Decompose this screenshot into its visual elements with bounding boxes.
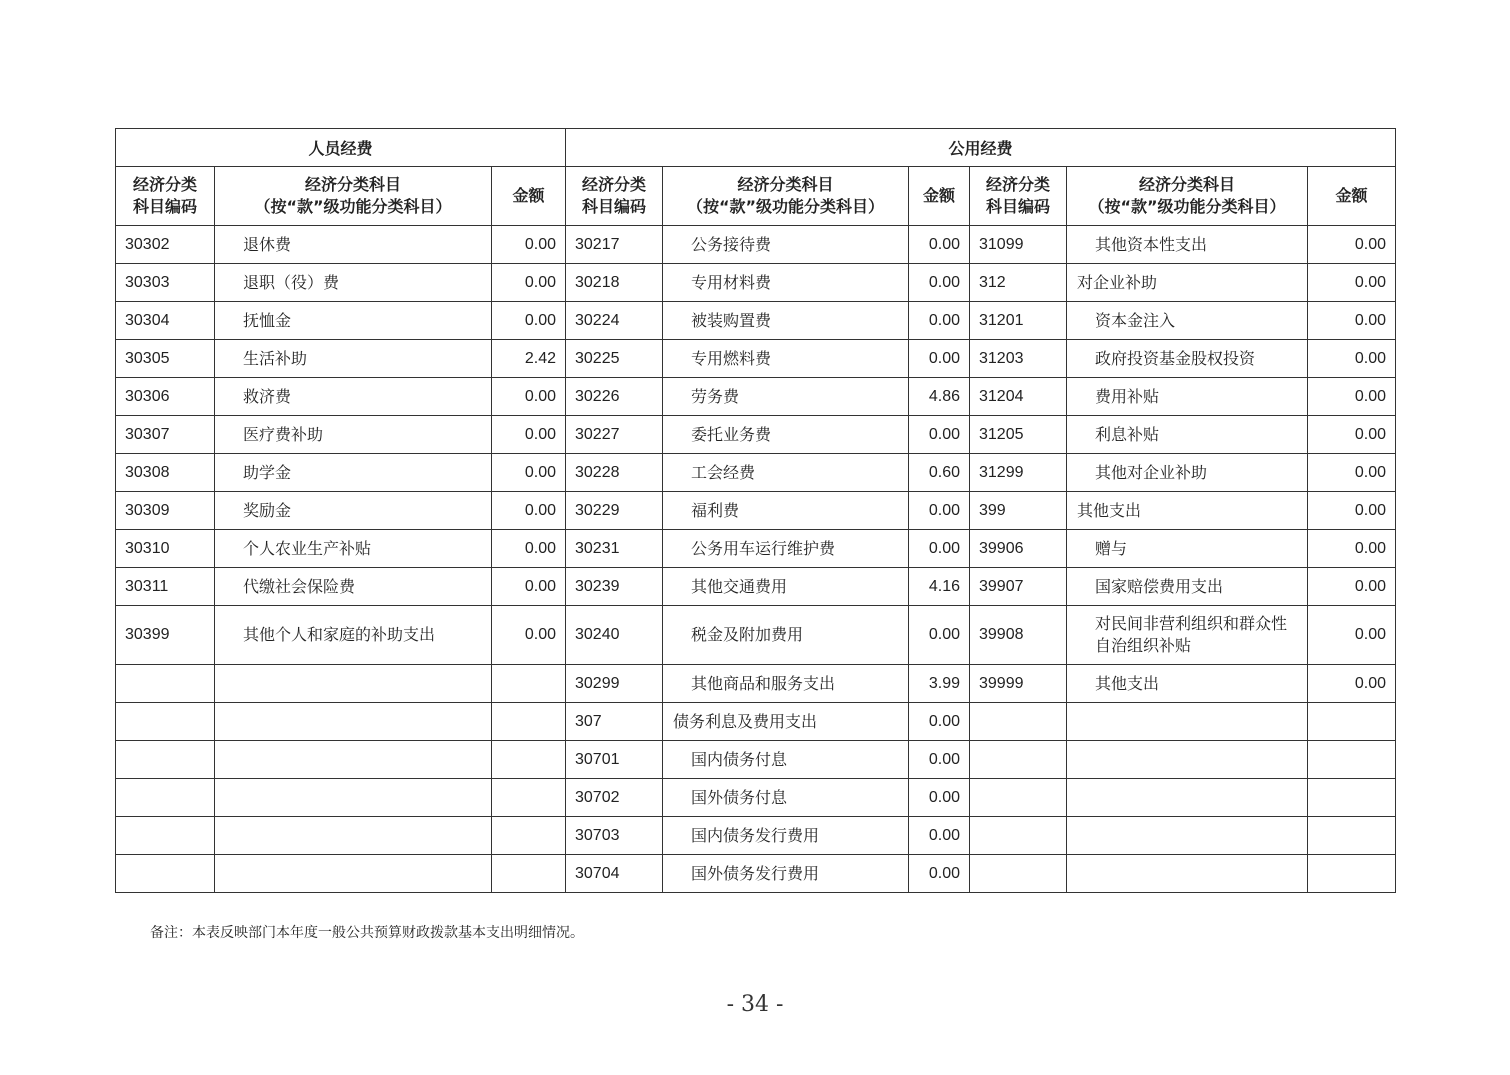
personnel-amount-cell: 0.00 bbox=[492, 530, 566, 568]
table-row bbox=[116, 606, 1396, 665]
public-a-code-cell: 30299 bbox=[566, 665, 663, 703]
public-a-amount-cell: 3.99 bbox=[909, 665, 970, 703]
public-b-code-cell: 31099 bbox=[970, 226, 1067, 264]
table-row bbox=[116, 779, 1396, 817]
personnel-subject-cell: 救济费 bbox=[215, 378, 492, 416]
public-b-subject-cell bbox=[1067, 855, 1308, 893]
personnel-amount-cell: 0.00 bbox=[492, 264, 566, 302]
public-a-subject-cell: 劳务费 bbox=[663, 378, 909, 416]
personnel-code-cell: 30310 bbox=[116, 530, 215, 568]
col-header-code: 经济分类 科目编码 bbox=[566, 167, 663, 226]
public-a-amount-cell: 4.16 bbox=[909, 568, 970, 606]
personnel-amount-cell bbox=[492, 703, 566, 741]
personnel-amount-cell bbox=[492, 665, 566, 703]
table-row bbox=[116, 530, 1396, 568]
table-row bbox=[116, 665, 1396, 703]
personnel-amount-cell: 0.00 bbox=[492, 606, 566, 665]
personnel-code-cell bbox=[116, 855, 215, 893]
public-b-code-cell: 31204 bbox=[970, 378, 1067, 416]
group-header-personnel: 人员经费 bbox=[116, 129, 566, 167]
public-b-subject-cell bbox=[1067, 817, 1308, 855]
table-row bbox=[116, 302, 1396, 340]
public-a-subject-cell: 国内债务付息 bbox=[663, 741, 909, 779]
public-b-amount-cell bbox=[1308, 779, 1396, 817]
personnel-subject-cell bbox=[215, 741, 492, 779]
public-b-subject-cell: 政府投资基金股权投资 bbox=[1067, 340, 1308, 378]
personnel-code-cell: 30305 bbox=[116, 340, 215, 378]
public-b-subject-cell bbox=[1067, 741, 1308, 779]
public-b-amount-cell: 0.00 bbox=[1308, 606, 1396, 665]
public-b-subject-cell: 国家赔偿费用支出 bbox=[1067, 568, 1308, 606]
group-header-public: 公用经费 bbox=[566, 129, 1396, 167]
personnel-subject-cell: 助学金 bbox=[215, 454, 492, 492]
public-a-code-cell: 30225 bbox=[566, 340, 663, 378]
public-a-subject-cell: 税金及附加费用 bbox=[663, 606, 909, 665]
personnel-subject-cell: 其他个人和家庭的补助支出 bbox=[215, 606, 492, 665]
public-a-subject-cell: 国外债务付息 bbox=[663, 779, 909, 817]
public-a-code-cell: 307 bbox=[566, 703, 663, 741]
table-row bbox=[116, 454, 1396, 492]
public-b-code-cell: 312 bbox=[970, 264, 1067, 302]
public-b-code-cell: 39999 bbox=[970, 665, 1067, 703]
personnel-amount-cell: 2.42 bbox=[492, 340, 566, 378]
public-a-subject-cell: 工会经费 bbox=[663, 454, 909, 492]
personnel-subject-cell: 退休费 bbox=[215, 226, 492, 264]
table-row bbox=[116, 568, 1396, 606]
personnel-subject-cell bbox=[215, 817, 492, 855]
public-a-code-cell: 30217 bbox=[566, 226, 663, 264]
public-b-code-cell bbox=[970, 779, 1067, 817]
personnel-amount-cell: 0.00 bbox=[492, 416, 566, 454]
personnel-subject-cell bbox=[215, 703, 492, 741]
personnel-code-cell: 30304 bbox=[116, 302, 215, 340]
personnel-amount-cell bbox=[492, 779, 566, 817]
personnel-amount-cell: 0.00 bbox=[492, 492, 566, 530]
public-b-code-cell bbox=[970, 817, 1067, 855]
public-a-subject-cell: 专用燃料费 bbox=[663, 340, 909, 378]
public-b-amount-cell: 0.00 bbox=[1308, 264, 1396, 302]
col-header-code: 经济分类 科目编码 bbox=[116, 167, 215, 226]
personnel-subject-cell: 奖励金 bbox=[215, 492, 492, 530]
table-row bbox=[116, 741, 1396, 779]
public-a-subject-cell: 其他商品和服务支出 bbox=[663, 665, 909, 703]
public-a-code-cell: 30231 bbox=[566, 530, 663, 568]
public-a-amount-cell: 0.00 bbox=[909, 340, 970, 378]
personnel-amount-cell bbox=[492, 741, 566, 779]
public-b-amount-cell bbox=[1308, 817, 1396, 855]
public-b-amount-cell bbox=[1308, 703, 1396, 741]
public-b-subject-cell: 对企业补助 bbox=[1067, 264, 1308, 302]
public-b-subject-cell: 其他支出 bbox=[1067, 665, 1308, 703]
public-a-amount-cell: 4.86 bbox=[909, 378, 970, 416]
col-header-amount: 金额 bbox=[492, 167, 566, 226]
public-b-amount-cell: 0.00 bbox=[1308, 302, 1396, 340]
personnel-code-cell bbox=[116, 703, 215, 741]
public-a-code-cell: 30224 bbox=[566, 302, 663, 340]
personnel-subject-cell bbox=[215, 779, 492, 817]
personnel-code-cell: 30311 bbox=[116, 568, 215, 606]
table-note: 备注：本表反映部门本年度一般公共预算财政拨款基本支出明细情况。 bbox=[150, 925, 584, 941]
personnel-code-cell: 30307 bbox=[116, 416, 215, 454]
personnel-code-cell bbox=[116, 665, 215, 703]
public-b-amount-cell: 0.00 bbox=[1308, 454, 1396, 492]
col-header-amount: 金额 bbox=[909, 167, 970, 226]
table-row bbox=[116, 378, 1396, 416]
public-b-code-cell bbox=[970, 703, 1067, 741]
public-b-subject-cell: 利息补贴 bbox=[1067, 416, 1308, 454]
public-b-amount-cell: 0.00 bbox=[1308, 665, 1396, 703]
col-header-subject: 经济分类科目 （按“款”级功能分类科目） bbox=[1067, 167, 1308, 226]
personnel-code-cell: 30399 bbox=[116, 606, 215, 665]
table-row bbox=[116, 817, 1396, 855]
public-a-amount-cell: 0.00 bbox=[909, 416, 970, 454]
personnel-subject-cell: 生活补助 bbox=[215, 340, 492, 378]
personnel-amount-cell: 0.00 bbox=[492, 568, 566, 606]
personnel-code-cell bbox=[116, 817, 215, 855]
public-b-amount-cell: 0.00 bbox=[1308, 378, 1396, 416]
public-b-amount-cell: 0.00 bbox=[1308, 340, 1396, 378]
public-a-code-cell: 30703 bbox=[566, 817, 663, 855]
public-b-subject-cell: 资本金注入 bbox=[1067, 302, 1308, 340]
public-a-amount-cell: 0.00 bbox=[909, 606, 970, 665]
public-b-code-cell: 399 bbox=[970, 492, 1067, 530]
public-b-code-cell: 31205 bbox=[970, 416, 1067, 454]
public-a-subject-cell: 公务用车运行维护费 bbox=[663, 530, 909, 568]
public-a-subject-cell: 国内债务发行费用 bbox=[663, 817, 909, 855]
public-b-subject-cell: 对民间非营利组织和群众性自治组织补贴 bbox=[1067, 606, 1308, 665]
personnel-subject-cell: 个人农业生产补贴 bbox=[215, 530, 492, 568]
expenditure-table bbox=[115, 128, 1396, 893]
public-b-amount-cell: 0.00 bbox=[1308, 530, 1396, 568]
public-a-subject-cell: 福利费 bbox=[663, 492, 909, 530]
public-a-subject-cell: 其他交通费用 bbox=[663, 568, 909, 606]
public-a-code-cell: 30701 bbox=[566, 741, 663, 779]
public-a-amount-cell: 0.00 bbox=[909, 703, 970, 741]
personnel-subject-cell: 抚恤金 bbox=[215, 302, 492, 340]
table-row bbox=[116, 226, 1396, 264]
col-header-subject: 经济分类科目 （按“款”级功能分类科目） bbox=[663, 167, 909, 226]
personnel-amount-cell: 0.00 bbox=[492, 226, 566, 264]
public-a-subject-cell: 公务接待费 bbox=[663, 226, 909, 264]
public-b-subject-cell: 费用补贴 bbox=[1067, 378, 1308, 416]
public-a-code-cell: 30229 bbox=[566, 492, 663, 530]
public-a-code-cell: 30227 bbox=[566, 416, 663, 454]
public-b-amount-cell: 0.00 bbox=[1308, 568, 1396, 606]
public-b-code-cell bbox=[970, 741, 1067, 779]
personnel-subject-cell: 医疗费补助 bbox=[215, 416, 492, 454]
table-row bbox=[116, 855, 1396, 893]
public-b-amount-cell bbox=[1308, 855, 1396, 893]
public-b-code-cell bbox=[970, 855, 1067, 893]
public-b-code-cell: 31201 bbox=[970, 302, 1067, 340]
public-b-amount-cell: 0.00 bbox=[1308, 492, 1396, 530]
personnel-code-cell: 30308 bbox=[116, 454, 215, 492]
public-a-code-cell: 30702 bbox=[566, 779, 663, 817]
public-a-amount-cell: 0.00 bbox=[909, 530, 970, 568]
page-number: - 34 - bbox=[726, 992, 784, 1017]
col-header-amount: 金额 bbox=[1308, 167, 1396, 226]
public-a-amount-cell: 0.00 bbox=[909, 741, 970, 779]
public-b-amount-cell: 0.00 bbox=[1308, 416, 1396, 454]
public-a-code-cell: 30239 bbox=[566, 568, 663, 606]
personnel-subject-cell bbox=[215, 855, 492, 893]
public-a-subject-cell: 被装购置费 bbox=[663, 302, 909, 340]
public-a-amount-cell: 0.60 bbox=[909, 454, 970, 492]
personnel-amount-cell bbox=[492, 817, 566, 855]
table-row bbox=[116, 264, 1396, 302]
col-header-code: 经济分类 科目编码 bbox=[970, 167, 1067, 226]
public-b-subject-cell bbox=[1067, 779, 1308, 817]
public-a-subject-cell: 委托业务费 bbox=[663, 416, 909, 454]
personnel-code-cell: 30302 bbox=[116, 226, 215, 264]
public-a-code-cell: 30228 bbox=[566, 454, 663, 492]
public-b-amount-cell: 0.00 bbox=[1308, 226, 1396, 264]
public-a-code-cell: 30704 bbox=[566, 855, 663, 893]
public-b-subject-cell: 其他对企业补助 bbox=[1067, 454, 1308, 492]
table-row bbox=[116, 492, 1396, 530]
public-a-code-cell: 30218 bbox=[566, 264, 663, 302]
public-b-code-cell: 39906 bbox=[970, 530, 1067, 568]
personnel-amount-cell: 0.00 bbox=[492, 302, 566, 340]
public-a-subject-cell: 债务利息及费用支出 bbox=[663, 703, 909, 741]
public-b-code-cell: 31299 bbox=[970, 454, 1067, 492]
public-a-subject-cell: 国外债务发行费用 bbox=[663, 855, 909, 893]
personnel-code-cell bbox=[116, 741, 215, 779]
public-b-subject-cell: 赠与 bbox=[1067, 530, 1308, 568]
public-b-amount-cell bbox=[1308, 741, 1396, 779]
public-b-code-cell: 39908 bbox=[970, 606, 1067, 665]
personnel-amount-cell bbox=[492, 855, 566, 893]
personnel-code-cell bbox=[116, 779, 215, 817]
personnel-code-cell: 30309 bbox=[116, 492, 215, 530]
public-a-amount-cell: 0.00 bbox=[909, 302, 970, 340]
personnel-code-cell: 30303 bbox=[116, 264, 215, 302]
public-a-code-cell: 30240 bbox=[566, 606, 663, 665]
public-a-amount-cell: 0.00 bbox=[909, 779, 970, 817]
public-a-amount-cell: 0.00 bbox=[909, 817, 970, 855]
public-a-subject-cell: 专用材料费 bbox=[663, 264, 909, 302]
personnel-subject-cell: 退职（役）费 bbox=[215, 264, 492, 302]
personnel-amount-cell: 0.00 bbox=[492, 454, 566, 492]
public-a-amount-cell: 0.00 bbox=[909, 226, 970, 264]
col-header-subject: 经济分类科目 （按“款”级功能分类科目） bbox=[215, 167, 492, 226]
public-b-code-cell: 39907 bbox=[970, 568, 1067, 606]
public-b-subject-cell: 其他支出 bbox=[1067, 492, 1308, 530]
public-b-code-cell: 31203 bbox=[970, 340, 1067, 378]
public-a-amount-cell: 0.00 bbox=[909, 264, 970, 302]
public-a-amount-cell: 0.00 bbox=[909, 855, 970, 893]
personnel-subject-cell: 代缴社会保险费 bbox=[215, 568, 492, 606]
table-row bbox=[116, 340, 1396, 378]
personnel-code-cell: 30306 bbox=[116, 378, 215, 416]
public-b-subject-cell bbox=[1067, 703, 1308, 741]
personnel-subject-cell bbox=[215, 665, 492, 703]
table-row bbox=[116, 416, 1396, 454]
personnel-amount-cell: 0.00 bbox=[492, 378, 566, 416]
public-b-subject-cell: 其他资本性支出 bbox=[1067, 226, 1308, 264]
public-a-amount-cell: 0.00 bbox=[909, 492, 970, 530]
table-row bbox=[116, 703, 1396, 741]
public-a-code-cell: 30226 bbox=[566, 378, 663, 416]
